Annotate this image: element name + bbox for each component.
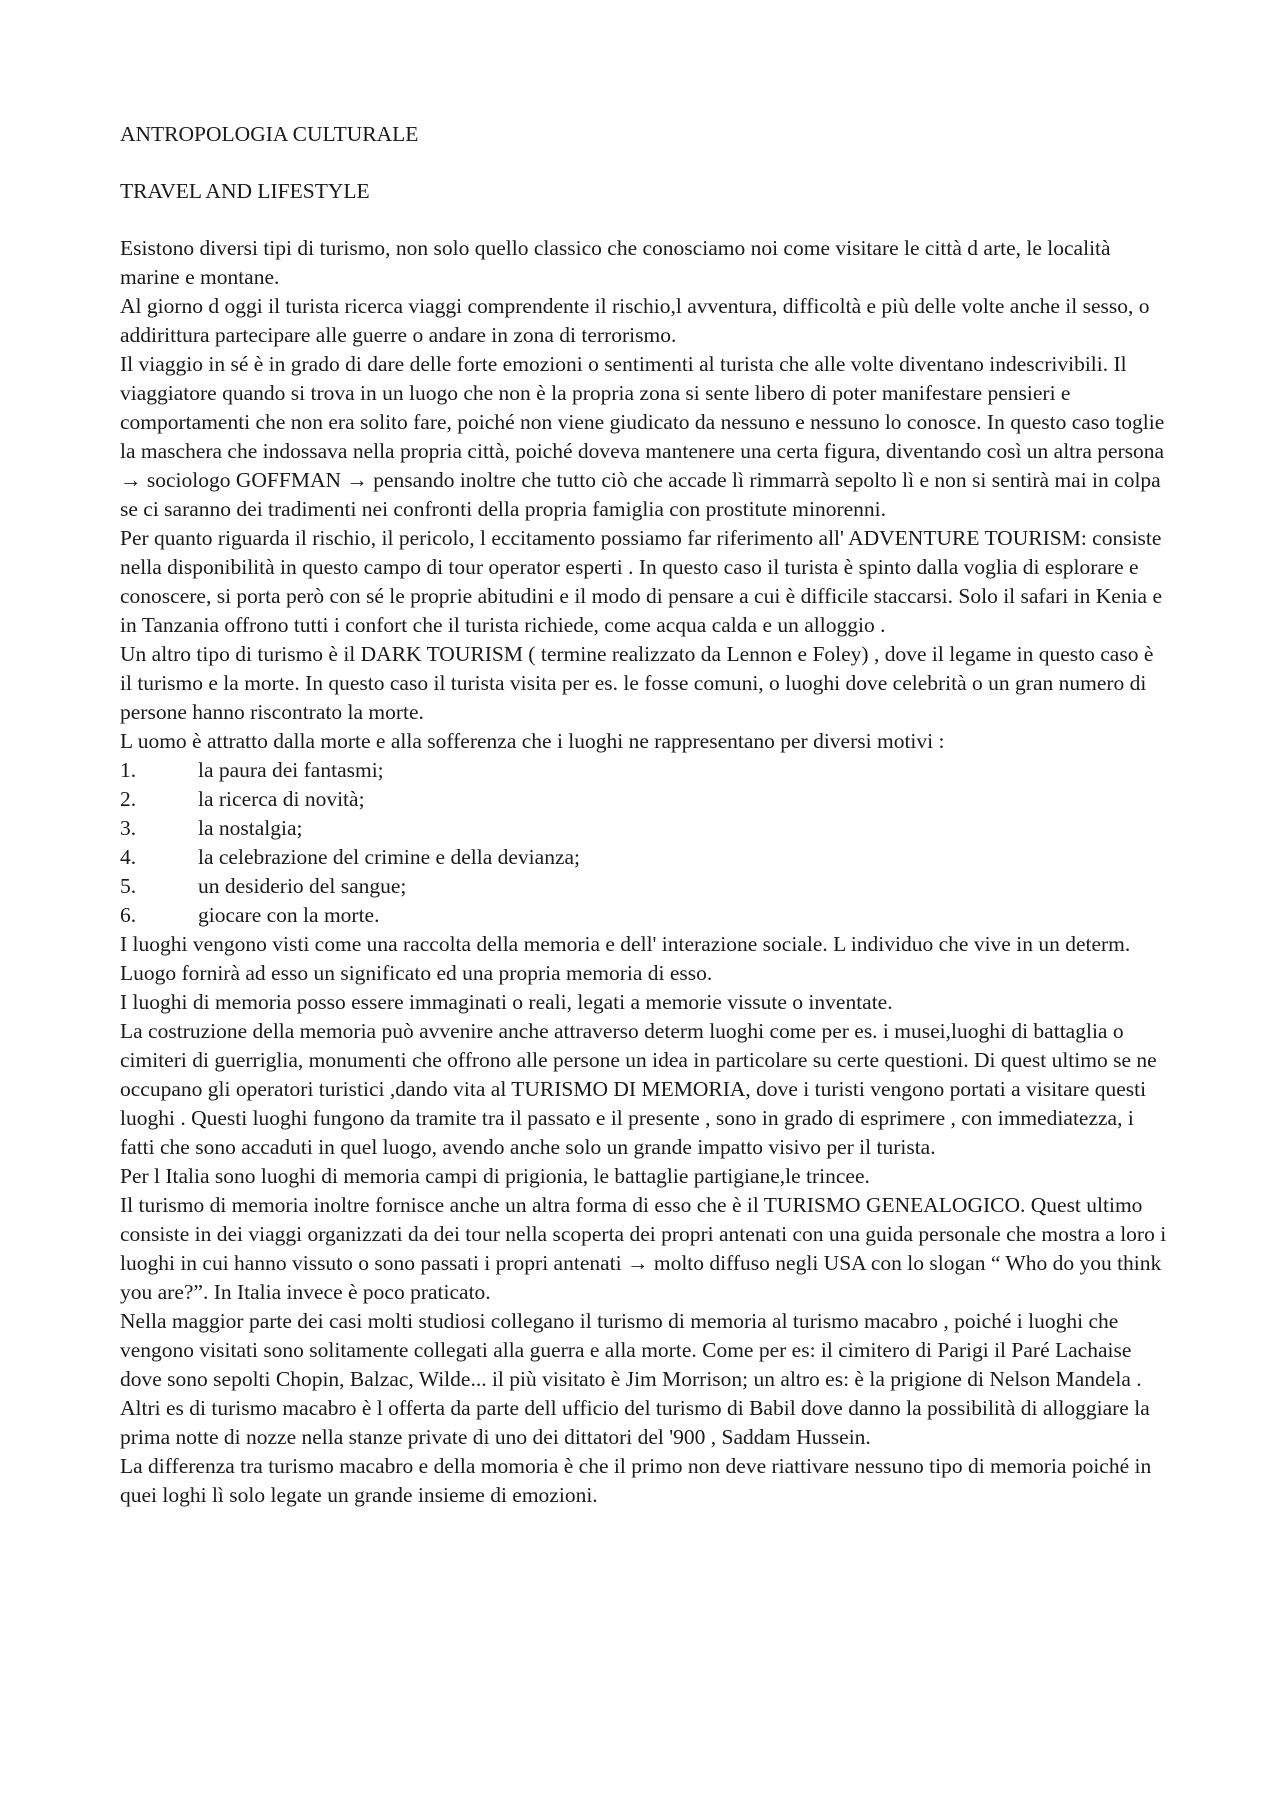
document-page: [120, 120, 1170, 1510]
paragraph: Nella maggior parte dei casi molti studiosi collegano il turismo di memoria al turismo macabro , poiché i luoghi che vengono visitati sono solitamente collegati alla guerra e alla morte. Come per es: il cimitero di Parigi il Paré Lachaise dove sono sepolti Chopin, Balzac, Wilde... il più visitato è Jim Morrison; un altro es: è la prigione di Nelson Mandela . Altri es di turismo macabro è l offerta da parte dell ufficio del turismo di Babil dove danno la possibilità di alloggiare la prima notte di nozze nella stanze private di uno dei dittatori del '900 , Saddam Hussein.: [120, 1309, 1150, 1449]
motives-list: [120, 756, 1170, 930]
list-item: [120, 785, 1170, 814]
paragraph: La differenza tra turismo macabro e della momoria è che il primo non deve riattivare nessuno tipo di memoria poiché in quei loghi lì solo legate un grande insieme di emozioni.: [120, 1454, 1152, 1507]
list-item: [120, 843, 1170, 872]
paragraph: Per quanto riguarda il rischio, il pericolo, l eccitamento possiamo far riferimento all' ADVENTURE TOURISM: consiste nella disponibilità in questo campo di tour operator esperti . In questo caso il turista è spinto dalla voglia di esplorare e conoscere, si porta però con sé le proprie abitudini e il modo di pensare a cui è difficile staccarsi. Solo il safari in Kenia e in Tanzania offrono tutti i confort che il turista richiede, come acqua calda e un alloggio .: [120, 526, 1162, 637]
paragraph: L uomo è attratto dalla morte e alla sofferenza che i luoghi ne rappresentano per diversi motivi :: [120, 729, 945, 753]
list-item-number: 1.: [120, 758, 137, 782]
list-item-text: un desiderio del sangue;: [198, 874, 407, 898]
list-item-text: la paura dei fantasmi;: [198, 758, 384, 782]
list-item: [120, 901, 1170, 930]
list-item-text: giocare con la morte.: [198, 903, 380, 927]
list-item-text: la celebrazione del crimine e della devianza;: [198, 845, 581, 869]
list-item-text: la nostalgia;: [198, 816, 303, 840]
paragraph: Al giorno d oggi il turista ricerca viaggi comprendente il rischio,l avventura, difficoltà e più delle volte anche il sesso, o addirittura partecipare alle guerre o andare in zona di terrorismo.: [120, 294, 1150, 347]
paragraph: I luoghi di memoria posso essere immaginati o reali, legati a memorie vissute o inventate.: [120, 990, 893, 1014]
paragraph: La costruzione della memoria può avvenire anche attraverso determ luoghi come per es. i musei,luoghi di battaglia o cimiteri di guerriglia, monumenti che offrono alle persone un idea in particolare su certe questioni. Di quest ultimo se ne occupano gli operatori turistici ,dando vita al TURISMO DI MEMORIA, dove i turisti vengono portati a visitare questi luoghi . Questi luoghi fungono da tramite tra il passato e il presente , sono in grado di esprimere , con immediatezza, i fatti che sono accaduti in quel luogo, avendo anche solo un grande impatto visivo per il turista.: [120, 1019, 1157, 1159]
paragraph: Il turismo di memoria inoltre fornisce anche un altra forma di esso che è il TURISMO GENEALOGICO. Quest ultimo consiste in dei viaggi organizzati da dei tour nella scoperta dei propri antenati con una guida personale che mostra a loro i luoghi in cui hanno vissuto o sono passati i propri antenati → molto diffuso negli USA con lo slogan “ Who do you think you are?”. In Italia invece è poco praticato.: [120, 1193, 1167, 1304]
list-item-number: 3.: [120, 816, 137, 840]
list-item-number: 2.: [120, 787, 137, 811]
list-item: [120, 872, 1170, 901]
document-body: [120, 234, 1170, 1510]
list-item-text: la ricerca di novità;: [198, 787, 365, 811]
document-title: ANTROPOLOGIA CULTURALE: [120, 122, 419, 146]
paragraph: Un altro tipo di turismo è il DARK TOURISM ( termine realizzato da Lennon e Foley) , dove il legame in questo caso è il turismo e la morte. In questo caso il turista visita per es. le fosse comuni, o luoghi dove celebrità o un gran numero di persone hanno riscontrato la morte.: [120, 642, 1154, 724]
list-item-number: 4.: [120, 845, 137, 869]
list-item: [120, 814, 1170, 843]
paragraph: Per l Italia sono luoghi di memoria campi di prigionia, le battaglie partigiane,le trincee.: [120, 1164, 870, 1188]
list-item: [120, 756, 1170, 785]
paragraph: Esistono diversi tipi di turismo, non solo quello classico che conosciamo noi come visitare le città d arte, le località marine e montane.: [120, 236, 1111, 289]
paragraph: I luoghi vengono visti come una raccolta della memoria e dell' interazione sociale. L individuo che vive in un determ. Luogo fornirà ad esso un significato ed una propria memoria di esso.: [120, 932, 1131, 985]
document-subtitle: TRAVEL AND LIFESTYLE: [120, 179, 370, 203]
list-item-number: 6.: [120, 903, 137, 927]
paragraph: Il viaggio in sé è in grado di dare delle forte emozioni o sentimenti al turista che alle volte diventano indescrivibili. Il viaggiatore quando si trova in un luogo che non è la propria zona si sente libero di poter manifestare pensieri e comportamenti che non era solito fare, poiché non viene giudicato da nessuno e nessuno lo conosce. In questo caso toglie la maschera che indossava nella propria città, poiché doveva mantenere una certa figura, diventando così un altra persona → sociologo GOFFMAN → pensando inoltre che tutto ciò che accade lì rimmarrà sepolto lì e non si sentirà mai in colpa se ci saranno dei tradimenti nei confronti della propria famiglia con prostitute minorenni.: [120, 352, 1165, 521]
list-item-number: 5.: [120, 874, 137, 898]
